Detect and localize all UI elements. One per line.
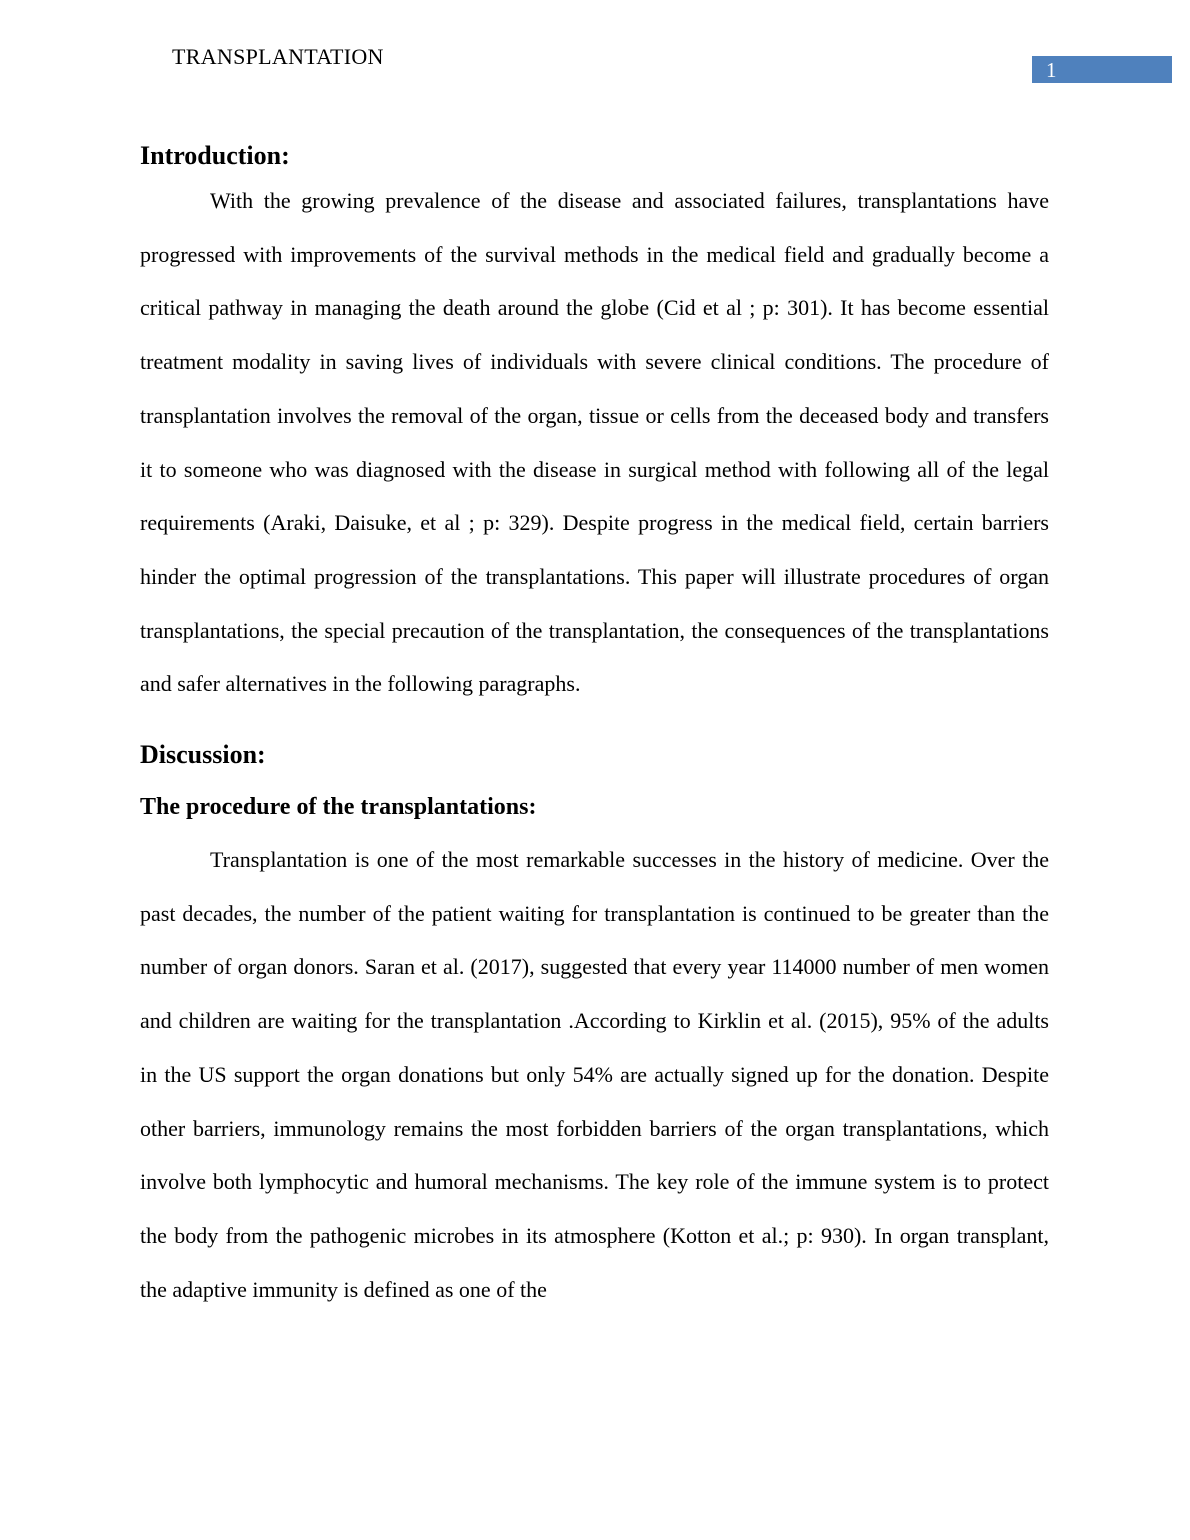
running-head: TRANSPLANTATION [172, 44, 384, 69]
page-number: 1 [1046, 58, 1057, 82]
introduction-paragraph: With the growing prevalence of the disease and associated failures, transplantations have progressed with improvements of the survival methods in the medical field and gradually become a critical pathway in managing the death around the globe (Cid et al ; p: 301). It has become essential treatment modality in saving lives of individuals with severe clinical conditions. The procedure of transplantation involves the removal of the organ, tissue or cells from the deceased body and transfers it to someone who was diagnosed with the disease in surgical method with following all of the legal requirements (Araki, Daisuke, et al ; p: 329). Despite progress in the medical field, certain barriers hinder the optimal progression of the transplantations. This paper will illustrate procedures of organ transplantations, the special precaution of the transplantation, the consequences of the transplantations and safer alternatives in the following paragraphs. [140, 188, 1049, 697]
procedure-paragraph: Transplantation is one of the most remarkable successes in the history of medicine. Over the past decades, the number of the patient waiting for transplantation is continued to be greater than the number of organ donors. Saran et al. (2017), suggested that every year 114000 number of men women and children are waiting for the transplantation .According to Kirklin et al. (2015), 95% of the adults in the US support the organ donations but only 54% are actually signed up for the donation. Despite other barriers, immunology remains the most forbidden barriers of the organ transplantations, which involve both lymphocytic and humoral mechanisms. The key role of the immune system is to protect the body from the pathogenic microbes in its atmosphere (Kotton et al.; p: 930). In organ transplant, the adaptive immunity is defined as one of the [140, 847, 1049, 1302]
document-body [140, 138, 1049, 1316]
discussion-heading: Discussion: [140, 740, 266, 770]
procedure-subheading: The procedure of the transplantations: [140, 794, 537, 821]
page-number-badge [1032, 56, 1172, 83]
introduction-heading: Introduction: [140, 141, 290, 170]
